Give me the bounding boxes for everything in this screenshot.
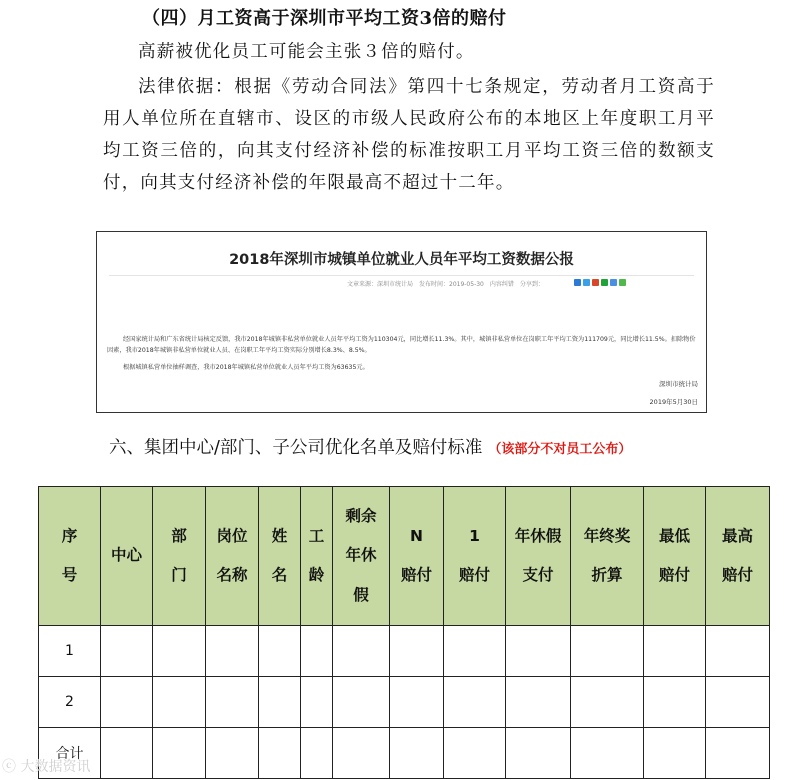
table-cell xyxy=(206,626,259,677)
table-cell xyxy=(444,677,506,728)
header-line: 工 xyxy=(308,526,325,545)
table-cell xyxy=(206,728,259,779)
notice-divider xyxy=(109,275,694,276)
table-cell xyxy=(506,728,571,779)
header-line: 赔付 xyxy=(721,566,753,584)
notice-meta: 文章来源：深圳市统计局 发布时间：2019-05-30 内容纠错 分享到： xyxy=(347,281,544,288)
table-cell xyxy=(644,626,706,677)
header-line: 赔付 xyxy=(658,566,690,584)
share-icon[interactable] xyxy=(619,279,626,286)
table-header-cell xyxy=(39,487,101,626)
share-icon[interactable] xyxy=(601,279,608,286)
wage-notice-screenshot xyxy=(96,231,707,413)
table-cell xyxy=(301,677,333,728)
table-row xyxy=(39,728,770,779)
watermark xyxy=(2,756,90,776)
table-cell xyxy=(301,728,333,779)
header-line: 姓 xyxy=(271,526,288,545)
header-line: 最高 xyxy=(721,526,753,545)
share-icon[interactable] xyxy=(574,279,581,286)
table-cell xyxy=(101,728,153,779)
header-line: N xyxy=(410,526,423,545)
section-six-title xyxy=(109,434,631,459)
header-line: 名称 xyxy=(216,566,248,584)
notice-body-1: 经国家统计局和广东省统计局核定反馈，我市2018年城镇非私营单位就业人员年平均工资为110304元，同比增长11.3%。其中，城镇非私营单位在岗职工年平均工资为111709元，同比增长11.5%。扣除物价因素，我市2018年城镇非私营单位就业人员、在岗职工年平均工资实际分别增长8.3%、8.5%。 xyxy=(107,336,696,354)
table-header-cell xyxy=(706,487,770,626)
table-cell xyxy=(333,626,390,677)
table-cell xyxy=(644,677,706,728)
table-header-cell xyxy=(259,487,301,626)
notice-signature: 深圳市统计局 xyxy=(659,380,698,388)
header-line: 年休 xyxy=(345,546,377,565)
table-cell xyxy=(333,728,390,779)
table-cell xyxy=(301,626,333,677)
table-cell xyxy=(506,677,571,728)
table-cell xyxy=(444,626,506,677)
table-cell: 1 xyxy=(39,626,101,677)
header-line: 假 xyxy=(353,585,369,604)
table-cell xyxy=(706,626,770,677)
table-cell xyxy=(644,728,706,779)
table-header-cell xyxy=(101,487,153,626)
header-line: 名 xyxy=(271,566,288,584)
table-header-cell xyxy=(390,487,444,626)
table-cell xyxy=(101,677,153,728)
table-row xyxy=(39,677,770,728)
header-line: 赔付 xyxy=(458,566,490,584)
table-cell: 2 xyxy=(39,677,101,728)
header-line: 序 xyxy=(61,526,78,545)
section-heading: （四）月工资高于深圳市平均工资3倍的赔付 xyxy=(142,8,507,29)
header-line: 中心 xyxy=(110,546,142,565)
share-icon[interactable] xyxy=(592,279,599,286)
table-header-cell xyxy=(571,487,644,626)
table-cell xyxy=(571,677,644,728)
header-line: 赔付 xyxy=(400,566,432,584)
header-line: 支付 xyxy=(522,566,554,584)
table-body xyxy=(39,626,770,779)
table-cell xyxy=(153,728,206,779)
section-six-text: 六、集团中心/部门、子公司优化名单及赔付标准 xyxy=(109,438,483,458)
header-line: 龄 xyxy=(308,566,325,584)
table-row xyxy=(39,626,770,677)
table-cell xyxy=(390,728,444,779)
table-cell: 合计 xyxy=(39,728,101,779)
header-line: 年休假 xyxy=(514,526,562,545)
header-line: 门 xyxy=(171,566,187,584)
watermark-text: 大数据资讯 xyxy=(20,759,91,775)
header-line: 1 xyxy=(469,526,480,545)
paragraph-legal-basis: 法律依据：根据《劳动合同法》第四十七条规定，劳动者月工资高于用人单位所在直辖市、设区的市级人民政府公布的本地区上年度职工月平均工资三倍的，向其支付经济补偿的标准按职工月平均工资三倍的数额支付，向其支付经济补偿的年限最高不超过十二年。 xyxy=(103,77,715,193)
table-header-cell xyxy=(153,487,206,626)
notice-body-2: 根据城镇私营单位抽样调查，我市2018年城镇私营单位就业人员年平均工资为63635元。 xyxy=(123,364,369,371)
header-line: 岗位 xyxy=(216,526,248,545)
table-cell xyxy=(153,626,206,677)
share-icons xyxy=(574,279,626,286)
watermark-logo-icon: ⓒ xyxy=(2,759,16,775)
header-line: 年终奖 xyxy=(583,526,631,545)
notice-title: 2018年深圳市城镇单位就业人员年平均工资数据公报 xyxy=(229,252,574,268)
header-line: 号 xyxy=(61,566,78,584)
table-cell xyxy=(390,626,444,677)
table-cell xyxy=(259,728,301,779)
header-line: 折算 xyxy=(591,566,623,584)
table-cell xyxy=(706,677,770,728)
table-cell xyxy=(571,728,644,779)
paragraph-claim: 高薪被优化员工可能会主张３倍的赔付。 xyxy=(138,42,475,62)
table-cell xyxy=(444,728,506,779)
section-six-note: （该部分不对员工公布） xyxy=(488,442,632,457)
table-cell xyxy=(333,677,390,728)
table-header-row xyxy=(39,487,770,626)
table-cell xyxy=(506,626,571,677)
header-line: 部 xyxy=(171,526,187,545)
table-cell xyxy=(153,677,206,728)
table-cell xyxy=(101,626,153,677)
table-header-cell xyxy=(644,487,706,626)
table-cell xyxy=(571,626,644,677)
notice-date: 2019年5月30日 xyxy=(649,398,698,406)
share-icon[interactable] xyxy=(610,279,617,286)
table-cell xyxy=(206,677,259,728)
table-cell xyxy=(706,728,770,779)
table-header-cell xyxy=(333,487,390,626)
header-line: 最低 xyxy=(658,526,690,545)
compensation-table xyxy=(38,486,770,779)
table-cell xyxy=(259,626,301,677)
table-header-cell xyxy=(444,487,506,626)
table-cell xyxy=(390,677,444,728)
table-header-cell xyxy=(301,487,333,626)
table-header-cell xyxy=(506,487,571,626)
header-line: 剩余 xyxy=(345,507,377,526)
table-cell xyxy=(259,677,301,728)
table-header-cell xyxy=(206,487,259,626)
share-icon[interactable] xyxy=(583,279,590,286)
